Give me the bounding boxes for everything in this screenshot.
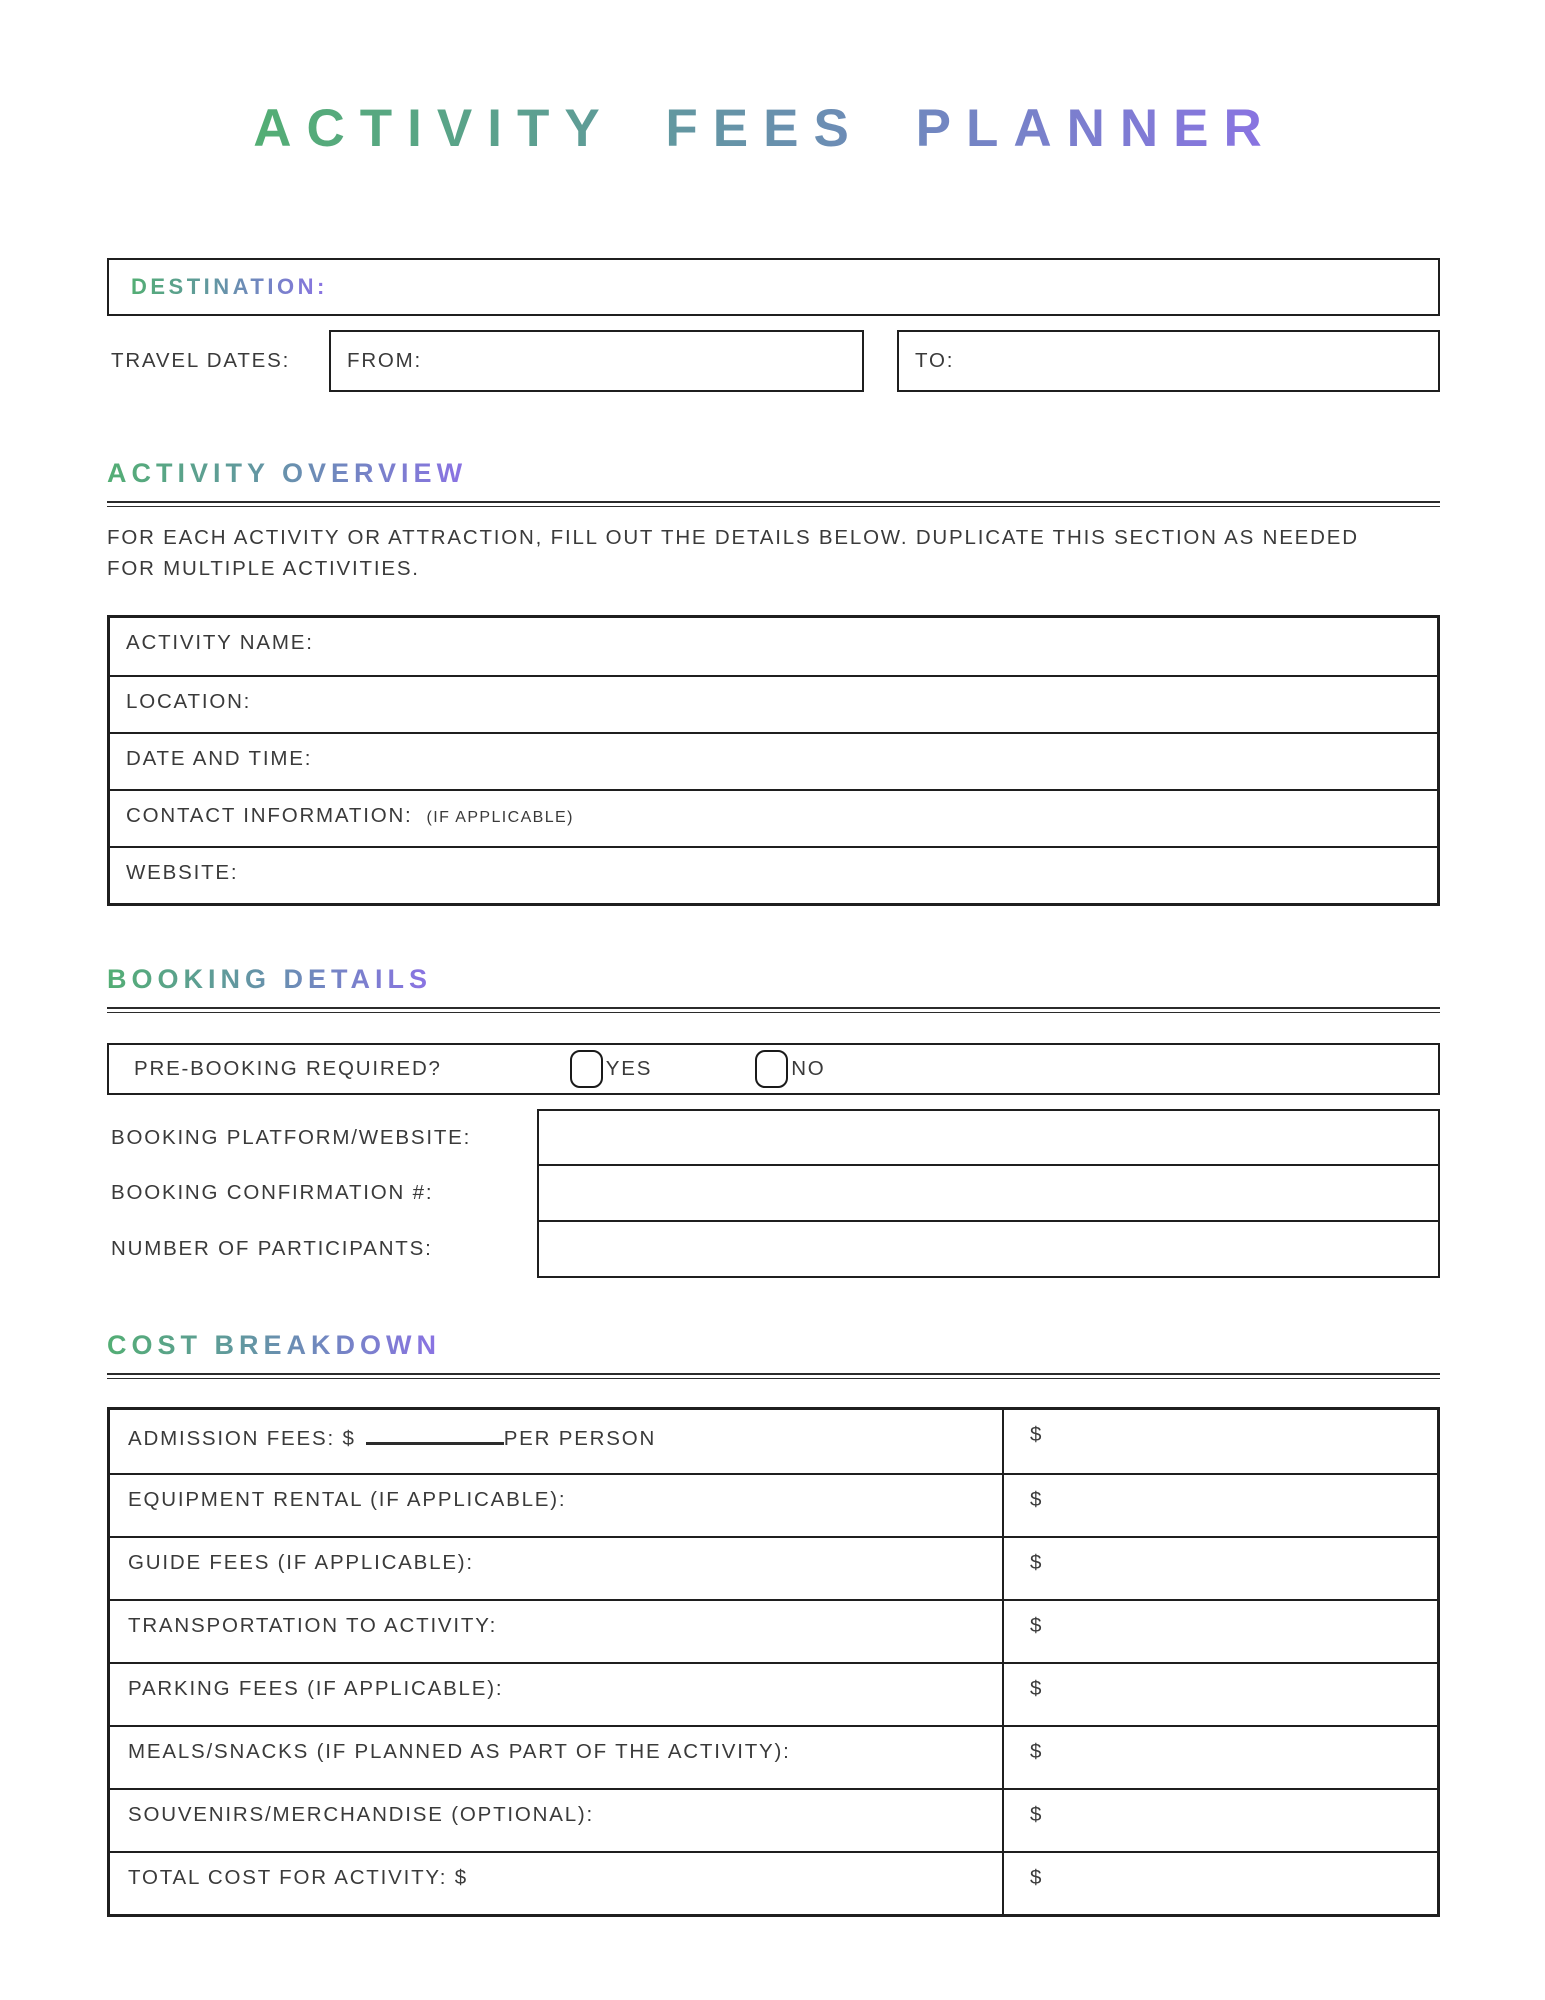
meals-snacks-label: MEALS/SNACKS (IF PLANNED AS PART OF THE ACTIVITY): bbox=[128, 1739, 791, 1763]
activity-overview-description: FOR EACH ACTIVITY OR ATTRACTION, FILL OUT THE DETAILS BELOW. DUPLICATE THIS SECTION AS NEEDED FOR MULTIPLE ACTIVITIES. bbox=[107, 526, 1359, 580]
admission-fees-row bbox=[110, 1410, 1437, 1473]
prebooking-row bbox=[107, 1043, 1440, 1095]
participants-row bbox=[107, 1220, 1440, 1278]
destination-label: DESTINATION: bbox=[131, 274, 328, 299]
equipment-rental-row bbox=[110, 1473, 1437, 1536]
transportation-label: TRANSPORTATION TO ACTIVITY: bbox=[128, 1613, 498, 1637]
from-label: FROM: bbox=[347, 349, 423, 372]
booking-confirmation-field[interactable] bbox=[537, 1164, 1440, 1222]
booking-confirmation-label: BOOKING CONFIRMATION #: bbox=[111, 1181, 434, 1204]
section-rule bbox=[107, 1007, 1440, 1013]
parking-fees-label: PARKING FEES (IF APPLICABLE): bbox=[128, 1676, 504, 1700]
activity-name-label: ACTIVITY NAME: bbox=[126, 630, 314, 654]
travel-dates-label: TRAVEL DATES: bbox=[111, 349, 291, 372]
booking-confirmation-row bbox=[107, 1164, 1440, 1222]
contact-info-note: (IF APPLICABLE) bbox=[426, 808, 574, 826]
booking-platform-label: BOOKING PLATFORM/WEBSITE: bbox=[111, 1125, 472, 1149]
souvenirs-cell bbox=[110, 1790, 1004, 1851]
content-area bbox=[107, 0, 1440, 1917]
dollar-sign: $ bbox=[1030, 1422, 1044, 1446]
booking-confirmation-label-wrap bbox=[107, 1164, 537, 1222]
transportation-cell bbox=[110, 1601, 1004, 1662]
admission-fees-label-post: PER PERSON bbox=[503, 1426, 657, 1450]
transportation-amount-field[interactable] bbox=[1004, 1601, 1437, 1662]
travel-from-field[interactable] bbox=[329, 330, 864, 392]
website-field[interactable] bbox=[110, 846, 1437, 903]
dollar-sign: $ bbox=[1030, 1865, 1044, 1889]
activity-overview-table bbox=[107, 615, 1440, 906]
destination-field[interactable] bbox=[107, 258, 1440, 316]
transportation-row bbox=[110, 1599, 1437, 1662]
booking-fields bbox=[107, 1109, 1440, 1278]
travel-to-field[interactable] bbox=[897, 330, 1440, 392]
dollar-sign: $ bbox=[1030, 1676, 1044, 1700]
booking-platform-label-wrap bbox=[107, 1109, 537, 1167]
parking-fees-amount-field[interactable] bbox=[1004, 1664, 1437, 1725]
booking-details-heading: BOOKING DETAILS bbox=[107, 963, 433, 994]
location-field[interactable] bbox=[110, 675, 1437, 732]
activity-name-field[interactable] bbox=[110, 618, 1437, 675]
website-label: WEBSITE: bbox=[126, 860, 239, 884]
prebooking-label: PRE-BOOKING REQUIRED? bbox=[134, 1056, 442, 1080]
dollar-sign: $ bbox=[1030, 1802, 1044, 1826]
page-title-text: ACTIVITY FEES PLANNER bbox=[253, 98, 1292, 159]
location-label: LOCATION: bbox=[126, 689, 252, 713]
dollar-sign: $ bbox=[1030, 1487, 1044, 1511]
contact-info-label: CONTACT INFORMATION: bbox=[126, 803, 413, 827]
dollar-sign: $ bbox=[1030, 1550, 1044, 1574]
admission-fee-blank-field[interactable] bbox=[366, 1423, 504, 1445]
activity-overview-heading: ACTIVITY OVERVIEW bbox=[107, 458, 468, 488]
prebooking-no-label: NO bbox=[791, 1056, 826, 1080]
souvenirs-amount-field[interactable] bbox=[1004, 1790, 1437, 1851]
total-cost-amount-field[interactable] bbox=[1004, 1853, 1437, 1914]
section-rule bbox=[107, 1373, 1440, 1379]
total-cost-row bbox=[110, 1851, 1437, 1914]
total-cost-label: TOTAL COST FOR ACTIVITY: $ bbox=[128, 1865, 468, 1889]
guide-fees-cell bbox=[110, 1538, 1004, 1599]
booking-platform-field[interactable] bbox=[537, 1109, 1440, 1167]
travel-dates-row bbox=[107, 330, 1440, 392]
contact-info-field[interactable] bbox=[110, 789, 1437, 846]
souvenirs-row bbox=[110, 1788, 1437, 1851]
parking-fees-cell bbox=[110, 1664, 1004, 1725]
equipment-rental-cell bbox=[110, 1475, 1004, 1536]
meals-snacks-row bbox=[110, 1725, 1437, 1788]
guide-fees-row bbox=[110, 1536, 1437, 1599]
dollar-sign: $ bbox=[1030, 1613, 1044, 1637]
prebooking-no-checkbox[interactable] bbox=[755, 1050, 788, 1088]
date-time-label: DATE AND TIME: bbox=[126, 746, 313, 770]
travel-dates-label-wrap bbox=[107, 330, 329, 392]
cost-breakdown-heading: COST BREAKDOWN bbox=[107, 1329, 441, 1360]
equipment-rental-label: EQUIPMENT RENTAL (IF APPLICABLE): bbox=[128, 1487, 567, 1511]
guide-fees-amount-field[interactable] bbox=[1004, 1538, 1437, 1599]
souvenirs-label: SOUVENIRS/MERCHANDISE (OPTIONAL): bbox=[128, 1802, 595, 1826]
prebooking-yes-checkbox[interactable] bbox=[570, 1050, 603, 1088]
meals-snacks-cell bbox=[110, 1727, 1004, 1788]
section-rule bbox=[107, 501, 1440, 507]
date-time-field[interactable] bbox=[110, 732, 1437, 789]
cost-breakdown-table bbox=[107, 1407, 1440, 1917]
booking-platform-row bbox=[107, 1109, 1440, 1167]
admission-fees-label-pre: ADMISSION FEES: $ bbox=[128, 1426, 356, 1450]
participants-label: NUMBER OF PARTICIPANTS: bbox=[111, 1236, 433, 1260]
parking-fees-row bbox=[110, 1662, 1437, 1725]
equipment-rental-amount-field[interactable] bbox=[1004, 1475, 1437, 1536]
participants-label-wrap bbox=[107, 1220, 537, 1278]
admission-fees-cell bbox=[110, 1410, 1004, 1473]
total-cost-cell bbox=[110, 1853, 1004, 1914]
dollar-sign: $ bbox=[1030, 1739, 1044, 1763]
meals-snacks-amount-field[interactable] bbox=[1004, 1727, 1437, 1788]
admission-fees-amount-field[interactable] bbox=[1004, 1410, 1437, 1473]
participants-field[interactable] bbox=[537, 1220, 1440, 1278]
to-label: TO: bbox=[915, 349, 955, 372]
guide-fees-label: GUIDE FEES (IF APPLICABLE): bbox=[128, 1550, 474, 1574]
prebooking-yes-label: YES bbox=[605, 1056, 653, 1080]
